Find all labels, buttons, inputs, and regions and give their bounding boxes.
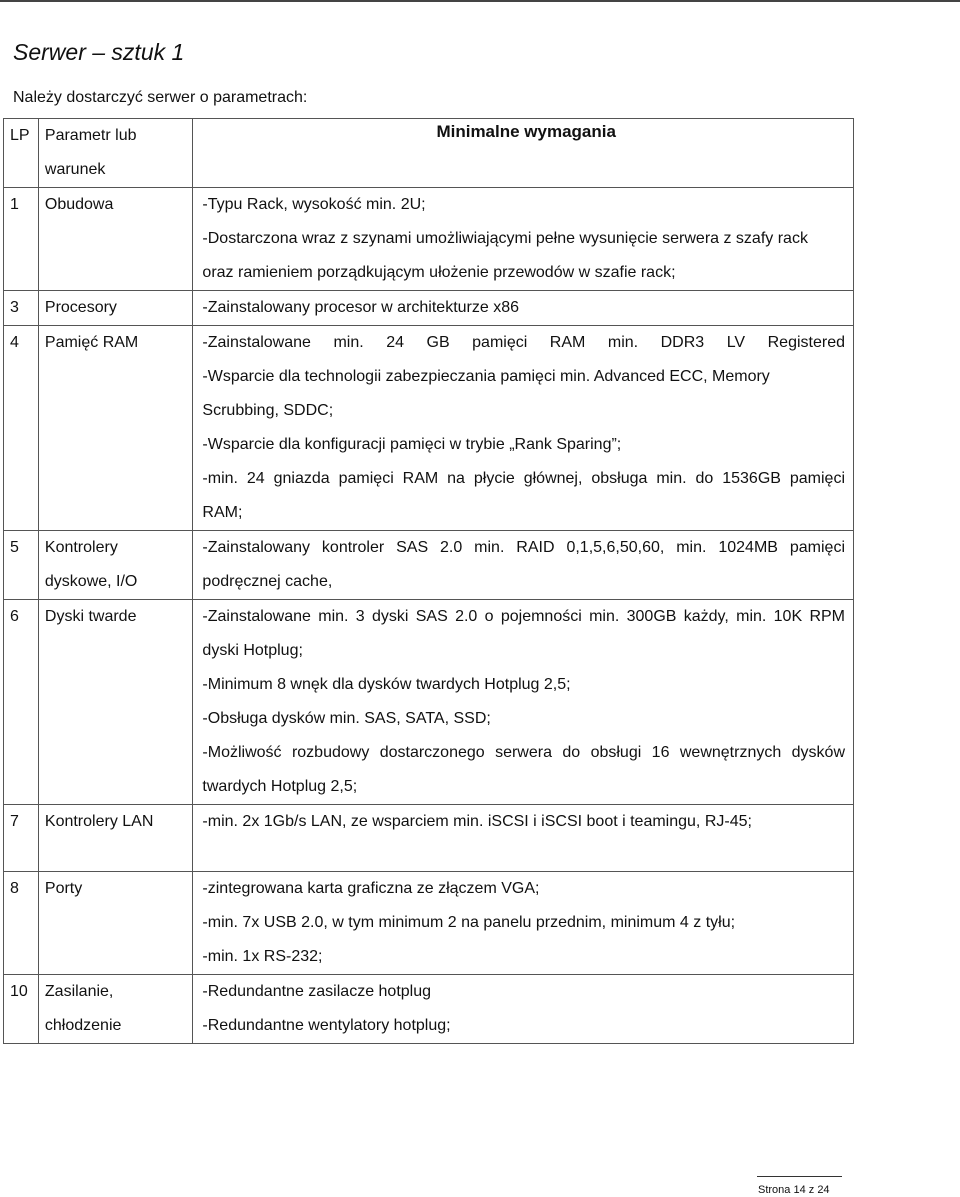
- requirement-line: oraz ramieniem porządkującym ułożenie przewodów w szafie rack;: [202, 264, 676, 281]
- intro-text: Należy dostarczyć serwer o parametrach:: [13, 89, 308, 106]
- footer-rule: [757, 1176, 842, 1177]
- requirement-line: -Zainstalowany kontroler SAS 2.0 min. RAID 0,1,5,6,50,60, min. 1024MB pamięci: [202, 539, 845, 556]
- cell-requirements: [193, 805, 854, 872]
- cell-lp: [4, 326, 39, 531]
- cell-lp: [4, 291, 39, 326]
- header-lp-label: LP: [10, 127, 30, 144]
- requirement-line: -Redundantne zasilacze hotplug: [202, 983, 432, 1000]
- header-lp: [4, 119, 39, 188]
- param-label: chłodzenie: [44, 1017, 122, 1034]
- cell-requirements: [193, 531, 854, 600]
- requirement-line: -Zainstalowane min. 24 GB pamięci RAM min. DDR3 LV Registered: [202, 334, 845, 351]
- cell-lp: [4, 975, 39, 1044]
- table-row: [4, 872, 854, 975]
- requirement-line: -min. 2x 1Gb/s LAN, ze wsparciem min. iSCSI i iSCSI boot i teamingu, RJ-45;: [202, 813, 752, 830]
- table-row: [4, 600, 854, 805]
- row-number: 4: [10, 334, 19, 351]
- cell-requirements: [193, 326, 854, 531]
- param-label: Obudowa: [44, 196, 114, 213]
- cell-param: [38, 531, 193, 600]
- cell-param: [38, 975, 193, 1044]
- cell-param: [38, 872, 193, 975]
- requirement-line: Scrubbing, SDDC;: [202, 402, 334, 419]
- cell-requirements: [193, 188, 854, 291]
- spec-table-body: [4, 188, 854, 1044]
- header-requirements: [193, 119, 854, 188]
- cell-lp: [4, 872, 39, 975]
- cell-param: [38, 805, 193, 872]
- header-param: [38, 119, 193, 188]
- header-param-line: Parametr lub: [44, 127, 137, 144]
- table-row: [4, 188, 854, 291]
- cell-param: [38, 600, 193, 805]
- requirement-line: dyski Hotplug;: [202, 642, 303, 659]
- requirement-line: -Wsparcie dla technologii zabezpieczania pamięci min. Advanced ECC, Memory: [202, 368, 770, 385]
- param-label: Zasilanie,: [44, 983, 114, 1000]
- requirement-line: -min. 24 gniazda pamięci RAM na płycie głównej, obsługa min. do 1536GB pamięci: [202, 470, 845, 487]
- requirement-line: -zintegrowana karta graficzna ze złączem VGA;: [202, 880, 540, 897]
- requirement-line: twardych Hotplug 2,5;: [202, 778, 358, 795]
- requirement-line: -min. 1x RS-232;: [202, 948, 323, 965]
- param-label: dyskowe, I/O: [44, 573, 138, 590]
- requirement-line: -Zainstalowany procesor w architekturze x86: [202, 299, 519, 316]
- cell-lp: [4, 188, 39, 291]
- row-number: 3: [10, 299, 19, 316]
- requirement-line: -Typu Rack, wysokość min. 2U;: [202, 196, 426, 213]
- requirement-line: -Zainstalowane min. 3 dyski SAS 2.0 o pojemności min. 300GB każdy, min. 10K RPM: [202, 608, 845, 625]
- requirement-line: -Wsparcie dla konfiguracji pamięci w trybie „Rank Sparing”;: [202, 436, 622, 453]
- requirement-line: -Możliwość rozbudowy dostarczonego serwera do obsługi 16 wewnętrznych dysków: [202, 744, 845, 761]
- requirement-line: -min. 7x USB 2.0, w tym minimum 2 na panelu przednim, minimum 4 z tyłu;: [202, 914, 736, 931]
- row-number: 8: [10, 880, 19, 897]
- param-label: Kontrolery LAN: [44, 813, 154, 830]
- cell-lp: [4, 805, 39, 872]
- table-header-row: [4, 119, 854, 188]
- cell-param: [38, 326, 193, 531]
- cell-requirements: [193, 975, 854, 1044]
- table-row: [4, 975, 854, 1044]
- cell-param: [38, 291, 193, 326]
- cell-requirements: [193, 600, 854, 805]
- param-label: Procesory: [44, 299, 117, 316]
- param-label: Porty: [44, 880, 83, 897]
- row-number: 6: [10, 608, 19, 625]
- header-requirements-label: Minimalne wymagania: [436, 122, 616, 141]
- table-row: [4, 291, 854, 326]
- requirement-line: -Minimum 8 wnęk dla dysków twardych Hotplug 2,5;: [202, 676, 571, 693]
- requirement-line: podręcznej cache,: [202, 573, 333, 590]
- requirement-line: RAM;: [202, 504, 243, 521]
- cell-requirements: [193, 872, 854, 975]
- table-row: [4, 326, 854, 531]
- table-row: [4, 805, 854, 872]
- top-border-line: [0, 0, 960, 2]
- row-number: 10: [10, 983, 28, 1000]
- header-param-line: warunek: [44, 161, 106, 178]
- spec-table: [3, 118, 854, 1044]
- param-label: Dyski twarde: [44, 608, 137, 625]
- table-row: [4, 531, 854, 600]
- page-number: Strona 14 z 24: [758, 1184, 830, 1196]
- row-number: 5: [10, 539, 19, 556]
- requirement-line: -Redundantne wentylatory hotplug;: [202, 1017, 451, 1034]
- param-label: Kontrolery: [44, 539, 118, 556]
- cell-requirements: [193, 291, 854, 326]
- cell-param: [38, 188, 193, 291]
- requirement-line: -Obsługa dysków min. SAS, SATA, SSD;: [202, 710, 491, 727]
- page-title: Serwer – sztuk 1: [13, 39, 185, 65]
- cell-lp: [4, 531, 39, 600]
- requirement-line: -Dostarczona wraz z szynami umożliwiającymi pełne wysunięcie serwera z szafy rack: [202, 230, 808, 247]
- cell-lp: [4, 600, 39, 805]
- row-number: 1: [10, 196, 19, 213]
- param-label: Pamięć RAM: [44, 334, 139, 351]
- row-number: 7: [10, 813, 19, 830]
